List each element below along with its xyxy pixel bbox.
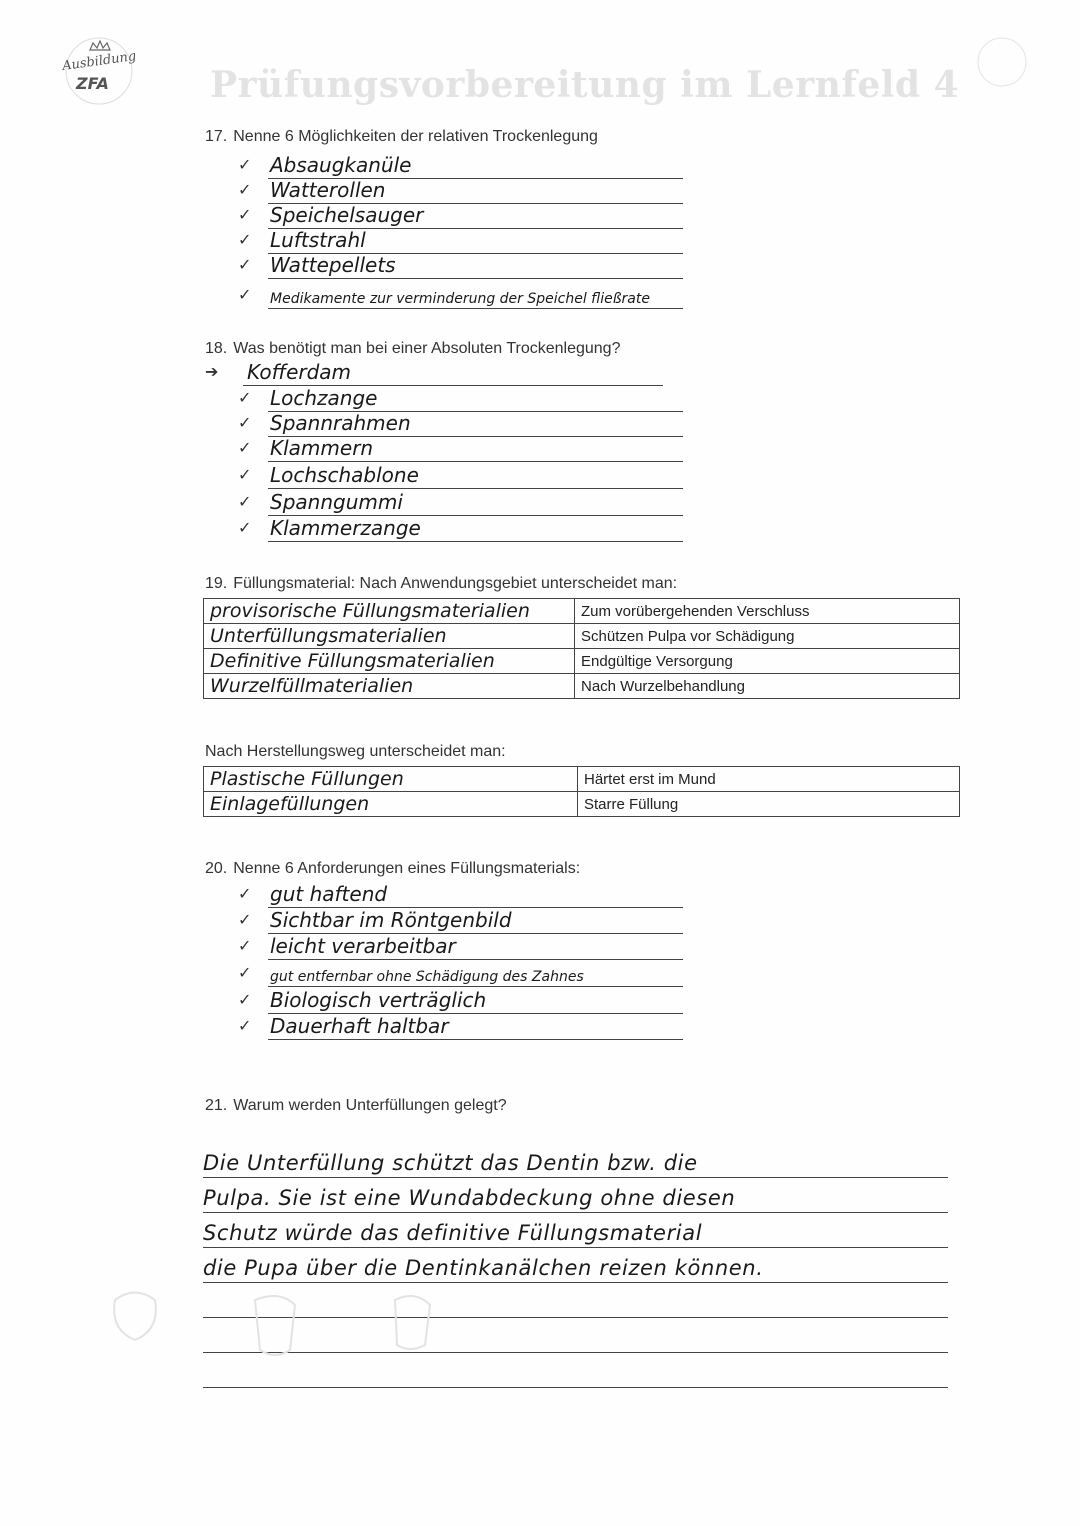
q18-answer-3: ✓ Klammern: [238, 436, 698, 462]
faded-tooth-sketch-icon: [105, 1280, 465, 1400]
q18-answer-2: ✓ Spannrahmen: [238, 411, 698, 437]
q18-answer-4: ✓ Lochschablone: [238, 463, 698, 489]
check-icon: ✓: [238, 520, 252, 537]
table-cell: Unterfüllungsmaterialien: [204, 624, 575, 649]
check-icon: ✓: [238, 467, 252, 484]
answer-line: Pulpa. Sie ist eine Wundabdeckung ohne diesen: [203, 1178, 948, 1213]
table-row: [204, 624, 960, 649]
table-cell: Starre Füllung: [578, 792, 960, 817]
table-row: [204, 792, 960, 817]
answer-line: Die Unterfüllung schützt das Dentin bzw. die: [203, 1143, 948, 1178]
q19-subheading: Nach Herstellungsweg unterscheidet man:: [205, 743, 506, 760]
check-icon: ✓: [238, 157, 252, 174]
check-icon: ✓: [238, 440, 252, 457]
q20-answer-3: ✓ leicht verarbeitbar: [238, 934, 698, 960]
table-cell: Einlagefüllungen: [204, 792, 578, 817]
check-icon: ✓: [238, 390, 252, 407]
table-cell: Endgültige Versorgung: [575, 649, 960, 674]
logo-bottom-text: ZFA: [76, 74, 109, 93]
ausbildung-zfa-logo: [56, 36, 142, 106]
question-19: 19. Füllungsmaterial: Nach Anwendungsgebiet unterscheidet man:: [205, 575, 678, 592]
check-icon: ✓: [238, 232, 252, 249]
q17-answer-3: ✓ Speichelsauger: [238, 203, 698, 229]
arrow-right-icon: ➔: [205, 364, 219, 381]
faded-corner-logo: [975, 35, 1030, 90]
answer-line: die Pupa über die Dentinkanälchen reizen können.: [203, 1248, 948, 1283]
q18-main-answer: ➔ Kofferdam: [205, 360, 665, 386]
check-icon: ✓: [238, 257, 252, 274]
check-icon: ✓: [238, 886, 252, 903]
check-icon: ✓: [238, 494, 252, 511]
check-icon: ✓: [238, 1018, 252, 1035]
question-21: 21. Warum werden Unterfüllungen gelegt?: [205, 1097, 507, 1114]
table-cell: provisorische Füllungsmaterialien: [204, 599, 575, 624]
q20-answer-6: ✓ Dauerhaft haltbar: [238, 1014, 698, 1040]
check-icon: ✓: [238, 912, 252, 929]
table-cell: Plastische Füllungen: [204, 767, 578, 792]
check-icon: ✓: [238, 182, 252, 199]
q20-answer-2: ✓ Sichtbar im Röntgenbild: [238, 908, 698, 934]
question-18: 18. Was benötigt man bei einer Absoluten Trockenlegung?: [205, 340, 621, 357]
check-icon: ✓: [238, 965, 252, 982]
logo-top-text: Ausbildung: [61, 48, 138, 75]
table-row: [204, 599, 960, 624]
question-20: 20. Nenne 6 Anforderungen eines Füllungsmaterials:: [205, 860, 581, 877]
application-area-table: [203, 598, 960, 699]
table-row: [204, 649, 960, 674]
q18-answer-6: ✓ Klammerzange: [238, 516, 698, 542]
q18-answer-5: ✓ Spanngummi: [238, 490, 698, 516]
table-cell: Zum vorübergehenden Verschluss: [575, 599, 960, 624]
q18-answer-1: ✓ Lochzange: [238, 386, 698, 412]
q17-answer-1: ✓ Absaugkanüle: [238, 153, 698, 179]
table-cell: Wurzelfüllmaterialien: [204, 674, 575, 699]
q17-answer-5: ✓ Wattepellets: [238, 253, 698, 279]
page-title: Prüfungsvorbereitung im Lernfeld 4: [210, 64, 960, 106]
q17-answer-6: ✓ Medikamente zur verminderung der Speichel fließrate: [238, 283, 798, 309]
answer-line: Schutz würde das definitive Füllungsmaterial: [203, 1213, 948, 1248]
q20-answer-5: ✓ Biologisch verträglich: [238, 988, 698, 1014]
table-row: [204, 767, 960, 792]
table-cell: Nach Wurzelbehandlung: [575, 674, 960, 699]
check-icon: ✓: [238, 287, 252, 304]
check-icon: ✓: [238, 415, 252, 432]
manufacturing-table: [203, 766, 960, 817]
question-17: 17. Nenne 6 Möglichkeiten der relativen Trockenlegung: [205, 128, 598, 145]
q20-answer-4: ✓ gut entfernbar ohne Schädigung des Zahnes: [238, 961, 698, 987]
check-icon: ✓: [238, 207, 252, 224]
check-icon: ✓: [238, 938, 252, 955]
check-icon: ✓: [238, 992, 252, 1009]
table-cell: Definitive Füllungsmaterialien: [204, 649, 575, 674]
table-cell: Härtet erst im Mund: [578, 767, 960, 792]
table-row: [204, 674, 960, 699]
table-cell: Schützen Pulpa vor Schädigung: [575, 624, 960, 649]
q20-answer-1: ✓ gut haftend: [238, 882, 698, 908]
q17-answer-2: ✓ Watterollen: [238, 178, 698, 204]
q17-answer-4: ✓ Luftstrahl: [238, 228, 698, 254]
